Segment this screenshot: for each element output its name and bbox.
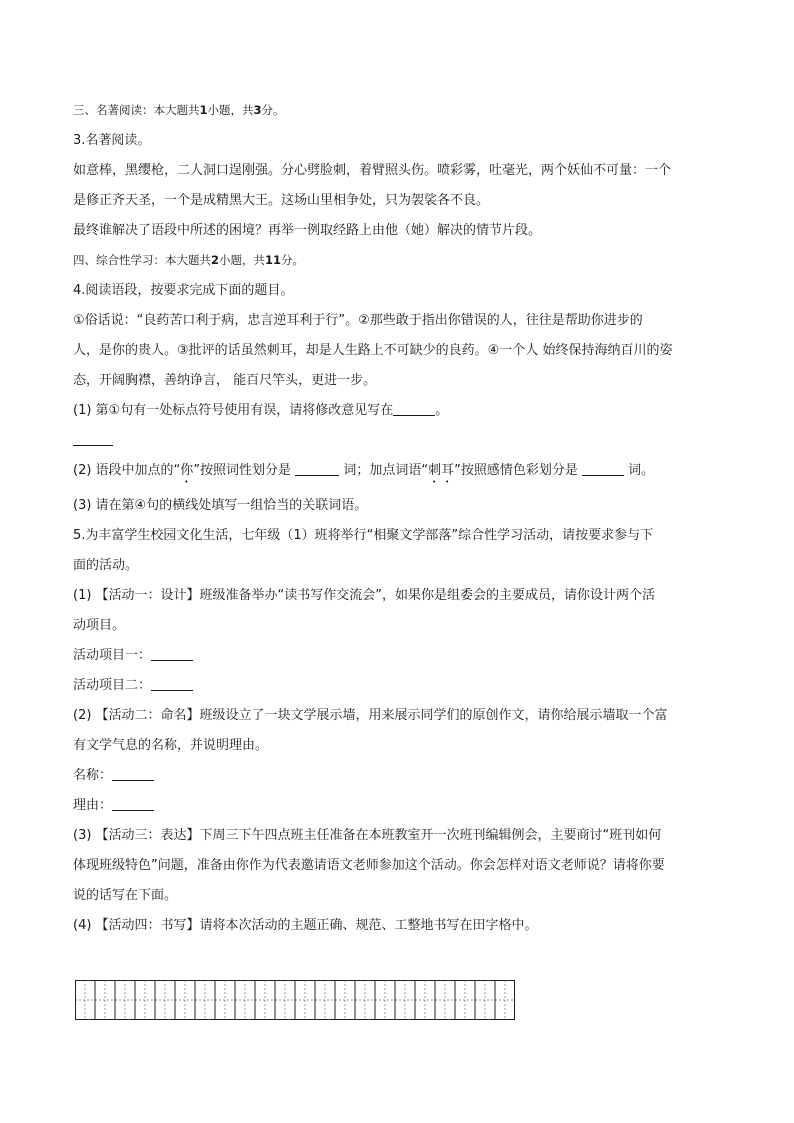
- passage-line-3: 态，开阔胸襟，善纳诤言， 能百尺竿头，更进一步。: [73, 373, 377, 388]
- question-5-title-1: 5.为丰富学生校园文化生活，七年级（1）班将举行“相聚文学部落”综合性学习活动，请按要求参与下: [73, 528, 654, 543]
- poem-line-1: 如意棒，黑缨枪，二人洞口逞刚强。分心劈脸刺，着臂照头伤。喷彩雾，吐毫光，两个妖仙不可量：一个: [73, 163, 672, 178]
- sub-question-2: (2) 语段中加点的“你”按照词性划分是 词；加点词语“刺耳”按照感情色彩划分是 词。: [73, 463, 655, 478]
- passage-line-2: 人，是你的贵人。③批评的话虽然刺耳，却是人生路上不可缺少的良药。④一个人 始终保持海纳百川的姿: [73, 343, 673, 358]
- name-field: 名称：: [73, 765, 723, 786]
- passage-line-1: ①俗话说：“良药苦口利于病，忠言逆耳利于行”。②那些敢于指出你错误的人，往往是帮助你进步的: [73, 313, 643, 328]
- activity-1-line-2: 动项目。: [73, 618, 126, 633]
- answer-blank[interactable]: [112, 796, 154, 811]
- question-3-title: 3.名著阅读。: [73, 133, 151, 148]
- section-3-heading: 三、名著阅读：本大题共1小题，共3分。: [73, 103, 285, 117]
- tianzige-grid[interactable]: [75, 980, 515, 1020]
- answer-blank[interactable]: [112, 766, 154, 781]
- answer-blank[interactable]: [393, 401, 435, 416]
- activity-item-1: 活动项目一：: [73, 645, 723, 666]
- sub-question-3: (3) 请在第④句的横线处填写一组恰当的关联词语。: [73, 498, 368, 513]
- activity-2-line-1: (2) 【活动二：命名】班级设立了一块文学展示墙，用来展示同学们的原创作文，请你给展示墙取一个富: [73, 708, 668, 723]
- activity-4-line: (4) 【活动四：书写】请将本次活动的主题正确、规范、工整地书写在田字格中。: [73, 918, 538, 933]
- sub-question-1: (1) 第①句有一处标点符号使用有误，请将修改意见写在 。: [73, 403, 449, 418]
- reason-field: 理由：: [73, 795, 723, 816]
- poem-line-2: 是修正齐天圣，一个是成精黑大王。这场山里相争处，只为袈裟各不良。: [73, 193, 490, 208]
- activity-item-2: 活动项目二：: [73, 675, 723, 696]
- question-4-title: 4.阅读语段，按要求完成下面的题目。: [73, 283, 294, 298]
- answer-blank[interactable]: [151, 676, 193, 691]
- question-5-title-2: 面的活动。: [73, 558, 139, 573]
- section-4-heading: 四、综合性学习：本大题共2小题，共11分。: [73, 253, 305, 267]
- sub-question-1-answer-line: [73, 430, 723, 451]
- answer-blank[interactable]: [151, 646, 193, 661]
- answer-blank[interactable]: [582, 461, 624, 476]
- activity-3-line-3: 说的话写在下面。: [73, 888, 178, 903]
- activity-2-line-2: 有文学气息的名称，并说明理由。: [73, 738, 269, 753]
- answer-blank[interactable]: [73, 431, 113, 446]
- exam-page: [73, 100, 723, 936]
- activity-1-line-1: (1) 【活动一：设计】班级准备举办“读书写作交流会”，如果你是组委会的主要成员，请你设计两个活: [73, 588, 656, 603]
- activity-3-line-2: 体现班级特色”问题，准备由你作为代表邀请语文老师参加这个活动。你会怎样对语文老师说？请将你要: [73, 858, 665, 873]
- activity-3-line-1: (3) 【活动三：表达】下周三下午四点班主任准备在本班教室开一次班刊编辑例会，主要商讨“班刊如何: [73, 828, 662, 843]
- question-3-prompt: 最终谁解决了语段中所述的困境？再举一例取经路上由他（她）解决的情节片段。: [73, 223, 542, 238]
- answer-blank[interactable]: [295, 461, 339, 476]
